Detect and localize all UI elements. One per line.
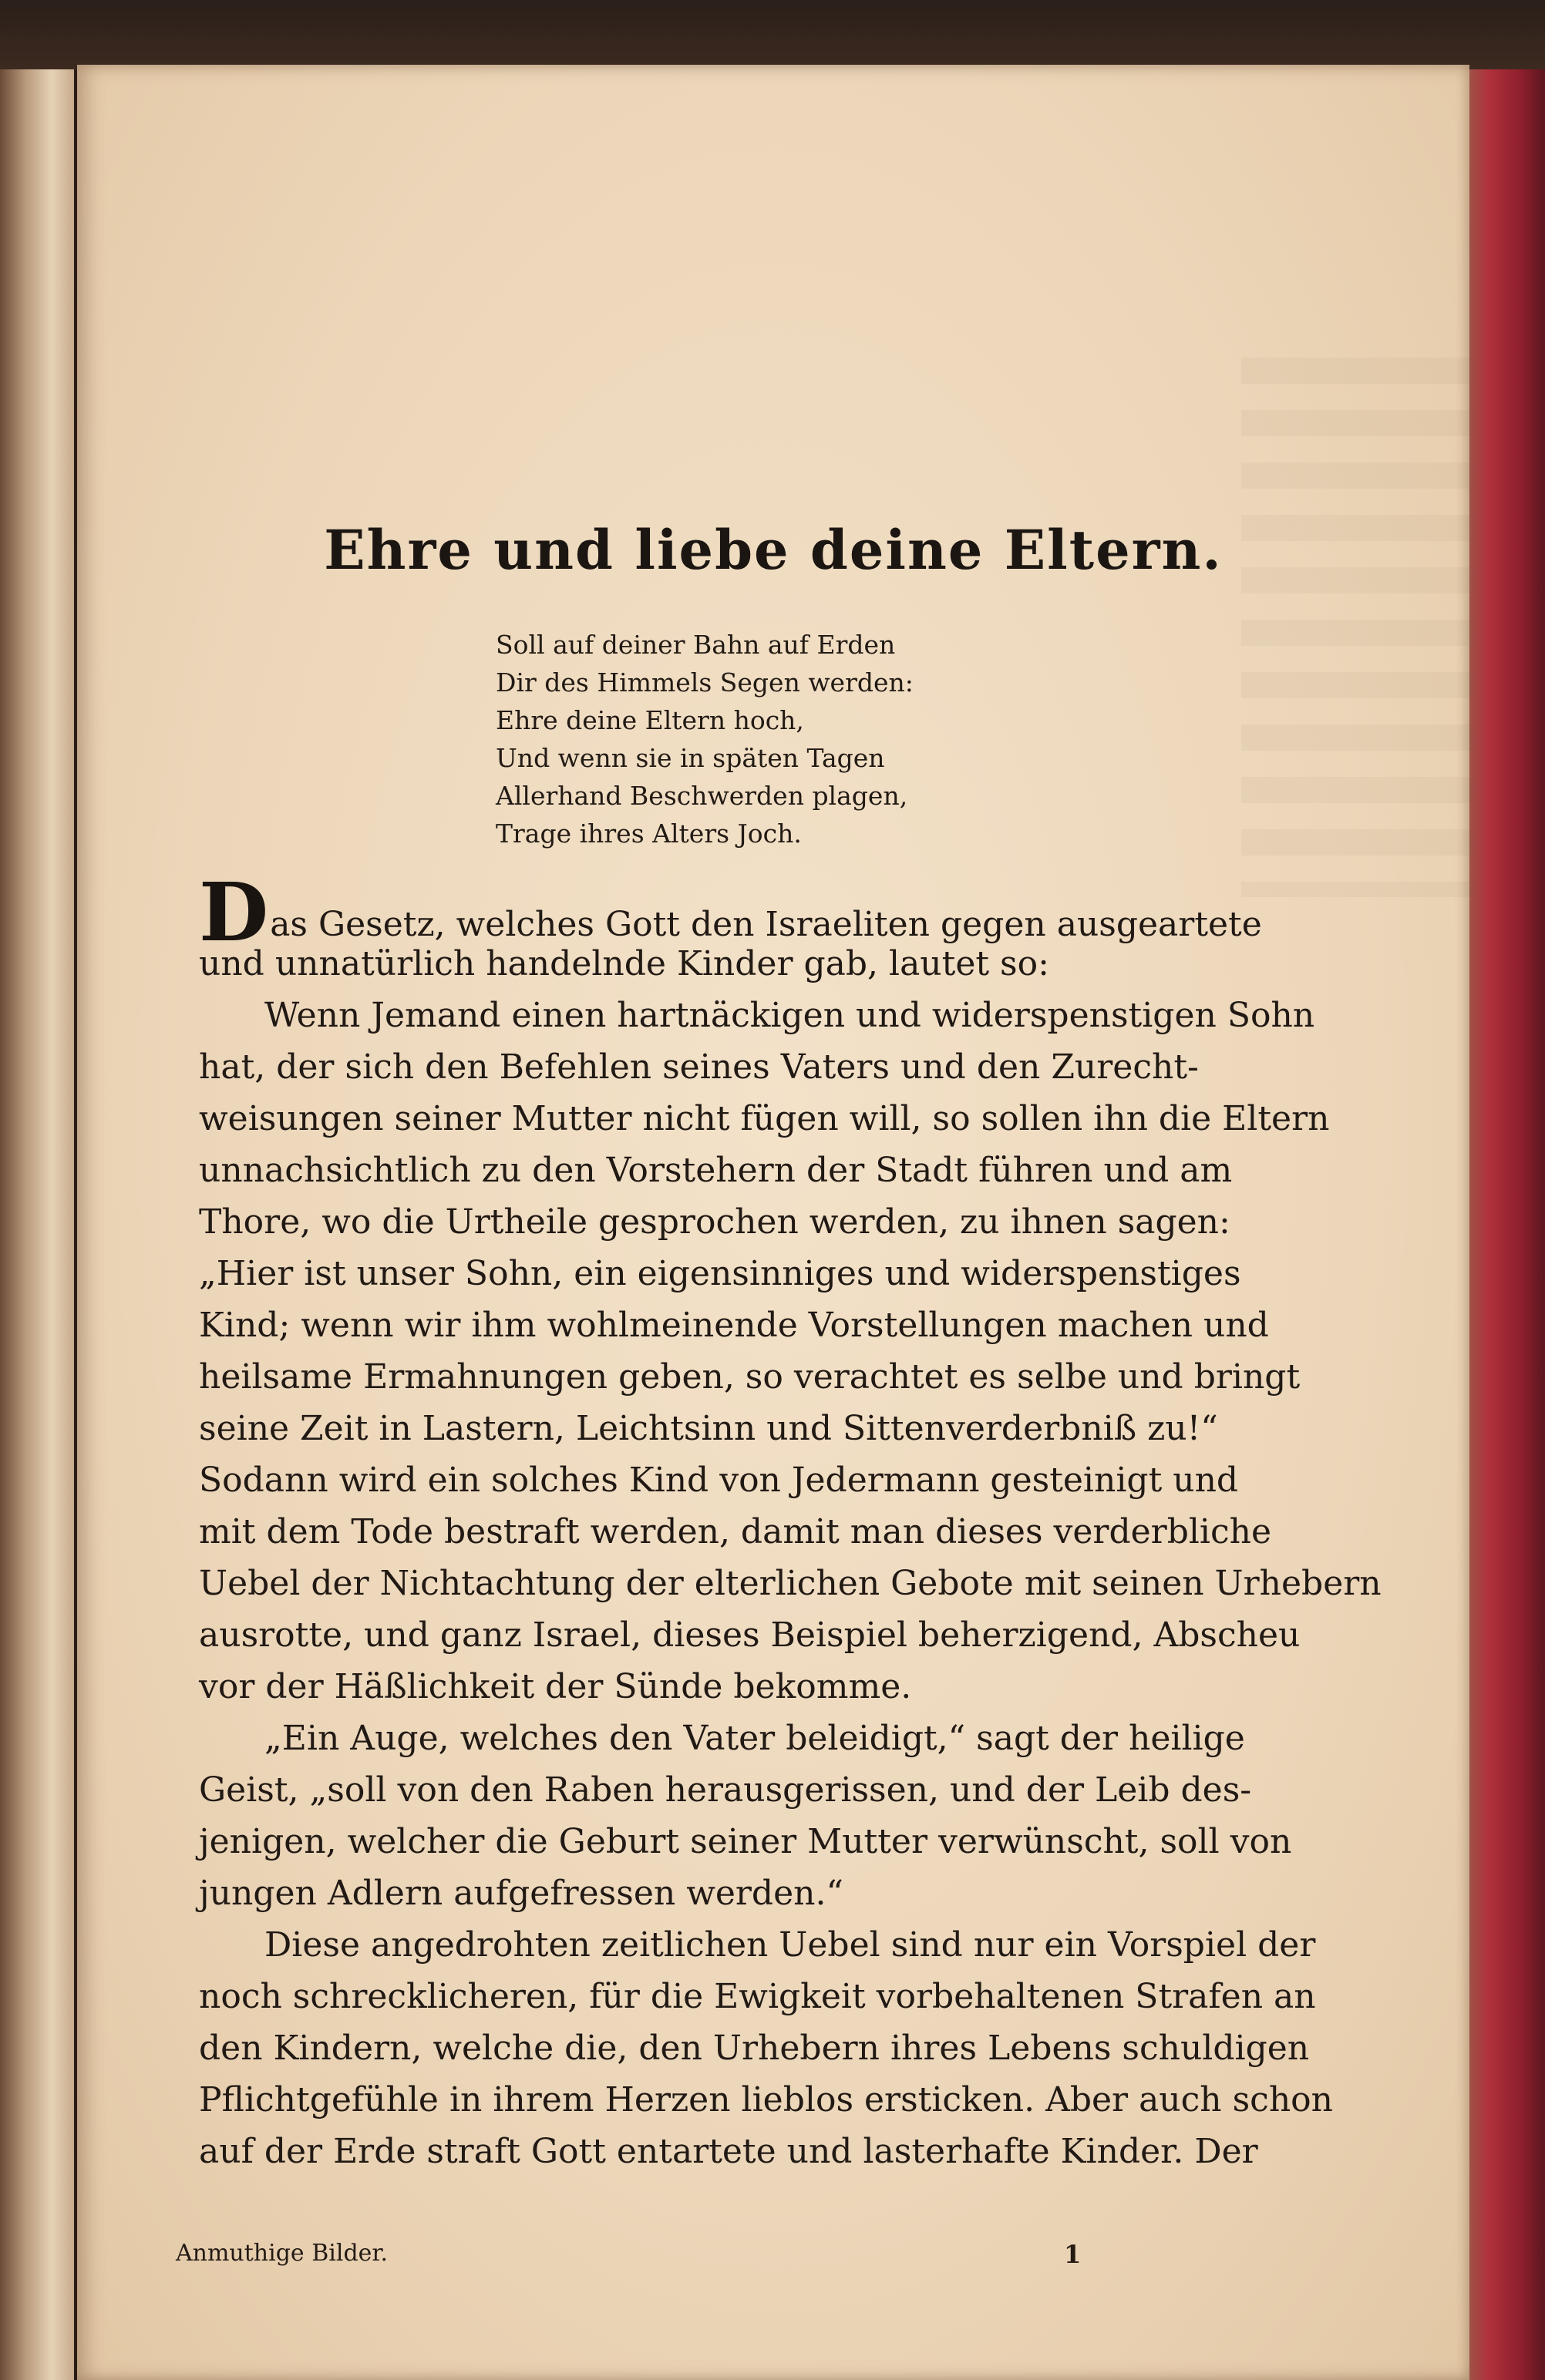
body-line: mit dem Tode bestraft werden, damit man dieses verderbliche [199, 1512, 1272, 1551]
poem-line: Dir des Himmels Segen werden: [496, 667, 914, 698]
poem-line: Soll auf deiner Bahn auf Erden [496, 630, 896, 660]
body-line: den Kindern, welche die, den Urhebern ihres Lebens schuldigen [199, 2029, 1310, 2068]
body-line: vor der Häßlichkeit der Sünde bekomme. [199, 1667, 912, 1706]
body-line: Thore, wo die Urtheile gesprochen werden, zu ihnen sagen: [199, 1202, 1230, 1242]
signature-mark: Anmuthige Bilder. [176, 2240, 388, 2267]
first-line-text: as Gesetz, welches Gott den Israeliten gegen ausgeartete [270, 905, 1262, 944]
body-line: Pflichtgefühle in ihrem Herzen lieblos ersticken. Aber auch schon [199, 2080, 1333, 2119]
poem-line: Trage ihres Alters Joch. [496, 819, 802, 849]
body-line: Uebel der Nichtachtung der elterlichen Gebote mit seinen Urhebern [199, 1564, 1382, 1603]
body-line: seine Zeit in Lastern, Leichtsinn und Sittenverderbniß zu!“ [199, 1409, 1218, 1448]
body-line: jungen Adlern aufgefressen werden.“ [199, 1874, 843, 1913]
body-line-paragraph-start: Diese angedrohten zeitlichen Uebel sind nur ein Vorspiel der [264, 1925, 1316, 1965]
epigraph-poem [496, 626, 1190, 852]
body-line: unnachsichtlich zu den Vorstehern der Stadt führen und am [199, 1151, 1233, 1190]
body-line: weisungen seiner Mutter nicht fügen will, so sollen ihn die Eltern [199, 1099, 1330, 1138]
body-line: jenigen, welcher die Geburt seiner Mutter verwünscht, soll von [199, 1822, 1292, 1861]
body-line: Kind; wenn wir ihm wohlmeinende Vorstellungen machen und [199, 1306, 1269, 1345]
body-line-first [199, 865, 1355, 960]
bleed-through-texture [1241, 358, 1473, 897]
body-line: noch schrecklicheren, für die Ewigkeit vorbehaltenen Strafen an [199, 1977, 1316, 2016]
page-number: 1 [1064, 2240, 1082, 2269]
body-line: ausrotte, und ganz Israel, dieses Beispiel beherzigend, Abscheu [199, 1615, 1301, 1655]
poem-line: Und wenn sie in späten Tagen [496, 743, 885, 773]
body-line-paragraph-start: Wenn Jemand einen hartnäckigen und widerspenstigen Sohn [264, 996, 1315, 1035]
page-title: Ehre und liebe deine Eltern. [324, 518, 1223, 582]
body-line: auf der Erde straft Gott entartete und lasterhafte Kinder. Der [199, 2132, 1258, 2171]
body-line: Sodann wird ein solches Kind von Jedermann gesteinigt und [199, 1461, 1239, 1500]
poem-line: Ehre deine Eltern hoch, [496, 705, 804, 735]
book-page [77, 65, 1469, 2380]
body-line: hat, der sich den Befehlen seines Vaters und den Zurecht- [199, 1047, 1199, 1087]
body-line-paragraph-start: „Ein Auge, welches den Vater beleidigt,“ sagt der heilige [264, 1719, 1245, 1758]
body-line: „Hier ist unser Sohn, ein eigensinniges und widerspenstiges [199, 1254, 1241, 1293]
drop-cap: D [199, 865, 269, 960]
red-cover-edge [1465, 69, 1545, 2380]
body-line: Geist, „soll von den Raben herausgerissen, und der Leib des- [199, 1770, 1252, 1810]
poem-line: Allerhand Beschwerden plagen, [496, 781, 908, 811]
left-page-edge [0, 69, 74, 2380]
body-text [199, 865, 1382, 2177]
body-line: heilsame Ermahnungen geben, so verachtet es selbe und bringt [199, 1357, 1301, 1397]
book-edge-top [0, 0, 1545, 69]
body-line: und unnatürlich handelnde Kinder gab, lautet so: [199, 944, 1049, 983]
